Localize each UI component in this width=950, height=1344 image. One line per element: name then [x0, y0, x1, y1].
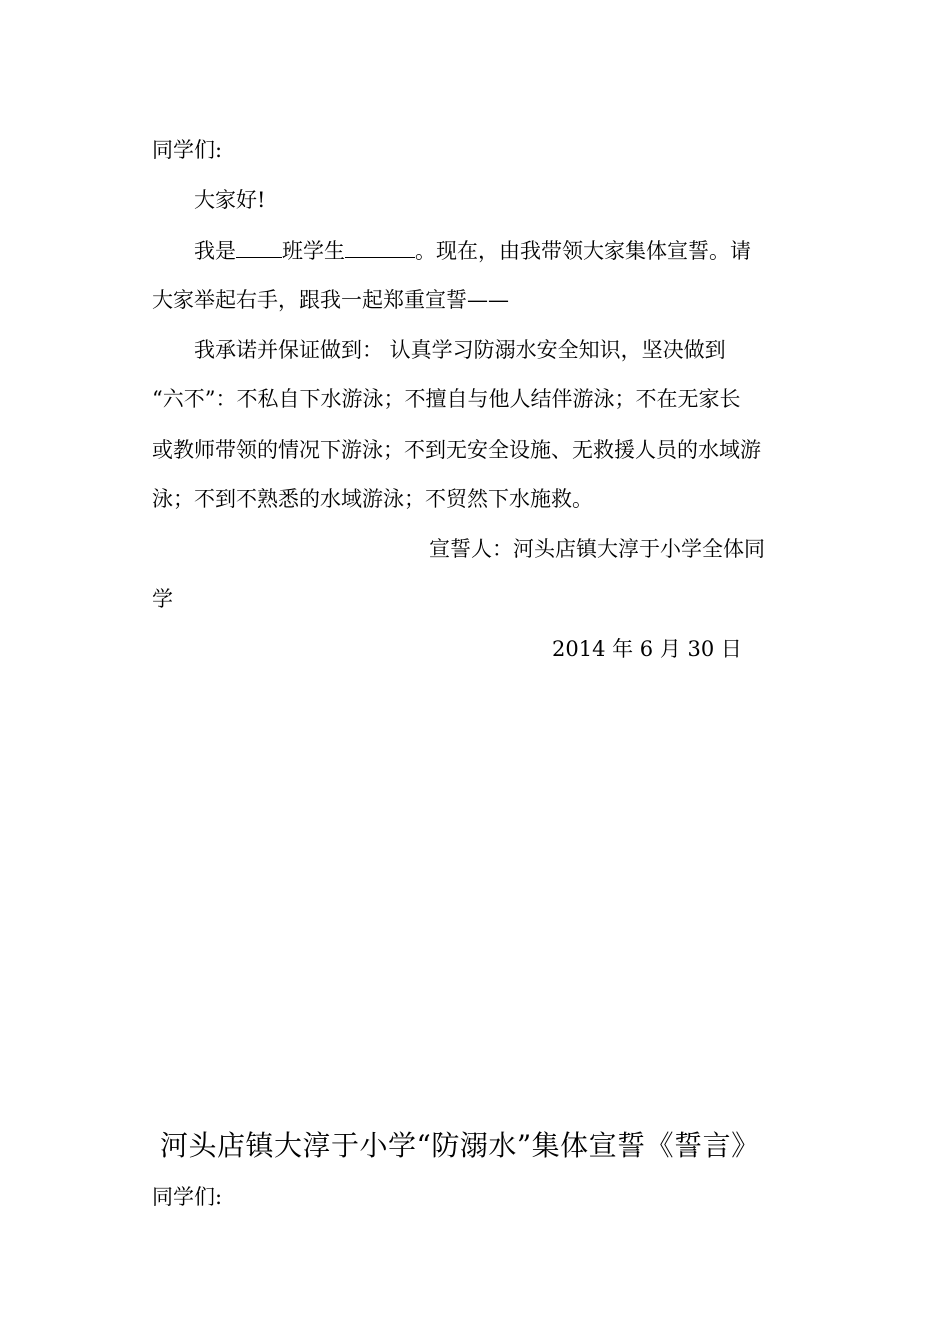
second-salutation: 同学们: [152, 1185, 223, 1209]
intro-text-2: 班学生 [282, 239, 345, 263]
pledge-line-4: 泳；不到不熟悉的水域游泳；不贸然下水施救。 [152, 487, 593, 511]
pledge-line-2: “六不”：不私自下水游泳；不擅自与他人结伴游泳；不在无家长 [152, 387, 741, 411]
document-title: 河头店镇大淳于小学“防溺水”集体宣誓《誓言》 [160, 1129, 760, 1162]
class-blank [236, 237, 282, 258]
intro-line-1 [194, 237, 751, 265]
salutation: 同学们: [152, 138, 223, 162]
pledge-line-1: 我承诺并保证做到： 认真学习防溺水安全知识，坚决做到 [194, 338, 726, 362]
greeting: 大家好! [194, 188, 266, 212]
signer-line-1: 宣誓人：河头店镇大淳于小学全体同 [429, 537, 765, 561]
intro-text-3: 。现在，由我带领大家集体宣誓。请 [415, 239, 751, 263]
pledge-date: 2014 年 6 月 30 日 [552, 637, 742, 661]
pledge-line-3: 或教师带领的情况下游泳；不到无安全设施、无救援人员的水域游 [152, 438, 761, 462]
intro-text-1: 我是 [194, 239, 236, 263]
intro-line-2: 大家举起右手，跟我一起郑重宣誓—— [152, 288, 509, 312]
signer-line-2: 学 [152, 587, 173, 611]
name-blank [345, 237, 415, 258]
